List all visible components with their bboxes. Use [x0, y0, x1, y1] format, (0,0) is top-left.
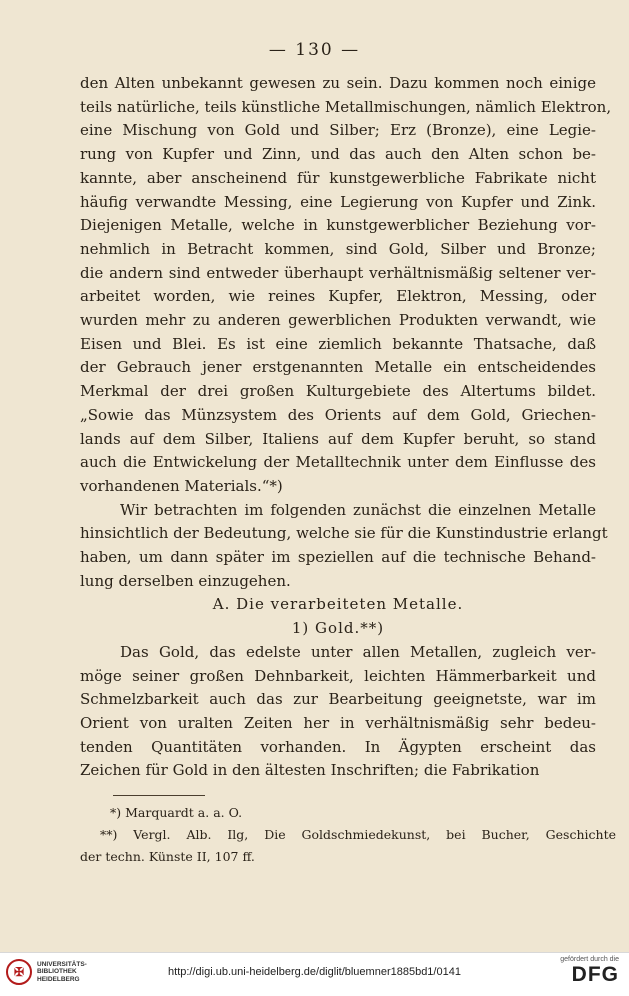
text-line: Orient von uralten Zeiten her in verhältnismäßig sehr bedeu-: [80, 713, 596, 732]
dfg-funding-logo[interactable]: [560, 956, 619, 987]
text-line: häufig verwandte Messing, eine Legierung von Kupfer und Zink.: [80, 192, 596, 211]
text-line: vorhandenen Materials.“*): [80, 476, 283, 495]
text-line: Das Gold, das edelste unter allen Metallen, zugleich ver-: [120, 642, 596, 661]
footnote-2-line-1: **) Vergl. Alb. Ilg, Die Goldschmiedekunst, bei Bucher, Geschichte: [100, 827, 616, 842]
text-line: eine Mischung von Gold und Silber; Erz (Bronze), eine Legie-: [80, 121, 596, 140]
text-line: auch die Entwickelung der Metalltechnik unter dem Einflusse des: [80, 453, 596, 472]
text-line: lung derselben einzugehen.: [80, 571, 291, 590]
university-seal-icon: ✠: [6, 959, 32, 985]
paragraph-1: [80, 72, 612, 499]
viewer-footer: [0, 952, 629, 996]
subsection-heading: 1) Gold.**): [291, 619, 385, 638]
text-line: tenden Quantitäten vorhanden. In Ägypten erscheint das: [80, 737, 596, 756]
footnotes: [80, 802, 616, 868]
footnote-2-line-2: der techn. Künste II, 107 ff.: [80, 849, 255, 864]
text-line: kannte, aber anscheinend für kunstgewerbliche Fabrikate nicht: [80, 168, 596, 187]
text-line: die andern sind entweder überhaupt verhältnismäßig seltener ver-: [80, 263, 596, 282]
text-line: lands auf dem Silber, Italiens auf dem Kupfer beruht, so stand: [80, 429, 596, 448]
text-line: Eisen und Blei. Es ist eine ziemlich bekannte Thatsache, daß: [80, 334, 596, 353]
text-line: wurden mehr zu anderen gewerblichen Produkten verwandt, wie: [80, 311, 596, 330]
paragraph-2: [80, 499, 608, 594]
text-line: Wir betrachten im folgenden zunächst die einzelnen Metalle: [120, 500, 596, 519]
text-line: arbeitet worden, wie reines Kupfer, Elektron, Messing, oder: [80, 287, 596, 306]
logo-text-line-1: UNIVERSITÄTS-: [37, 960, 87, 968]
text-line: den Alten unbekannt gewesen zu sein. Dazu kommen noch einige: [80, 74, 596, 92]
body-text: [80, 72, 612, 783]
permalink-url[interactable]: http://digi.ub.uni-heidelberg.de/diglit/bluemner1885bd1/0141: [168, 966, 461, 978]
text-line: hinsichtlich der Bedeutung, welche sie für die Kunstindustrie erlangt: [80, 524, 608, 543]
paragraph-3: [80, 641, 596, 783]
text-line: teils natürliche, teils künstliche Metallmischungen, nämlich Elektron,: [80, 97, 612, 116]
page-number: — 130 —: [268, 40, 361, 60]
footnote-divider: [113, 795, 205, 796]
footnote-1: *) Marquardt a. a. O.: [110, 805, 243, 820]
text-line: Schmelzbarkeit auch das zur Bearbeitung geeignetste, war im: [80, 690, 596, 709]
logo-text-line-2: BIBLIOTHEK: [37, 968, 77, 976]
text-line: haben, um dann später im speziellen auf die technische Behand-: [80, 548, 596, 567]
dfg-logo-text: DFG: [571, 963, 619, 986]
text-line: der Gebrauch jener erstgenannten Metalle ein entscheidendes: [80, 358, 596, 377]
text-line: nehmlich in Betracht kommen, sind Gold, Silber und Bronze;: [80, 239, 596, 258]
funding-label: gefördert durch die: [560, 956, 619, 963]
logo-text-line-3: HEIDELBERG: [37, 975, 80, 983]
text-line: Diejenigen Metalle, welche in kunstgewerblicher Beziehung vor-: [80, 216, 596, 235]
text-line: Merkmal der drei großen Kulturgebiete des Altertums bildet.: [80, 382, 596, 401]
text-line: rung von Kupfer und Zinn, und das auch den Alten schon be-: [80, 145, 596, 164]
text-line: Zeichen für Gold in den ältesten Inschriften; die Fabrikation: [80, 761, 540, 780]
text-line: „Sowie das Münzsystem des Orients auf dem Gold, Griechen-: [80, 405, 596, 424]
text-line: möge seiner großen Dehnbarkeit, leichten Hämmerbarkeit und: [80, 666, 596, 685]
section-heading: A. Die verarbeiteten Metalle.: [212, 595, 464, 614]
